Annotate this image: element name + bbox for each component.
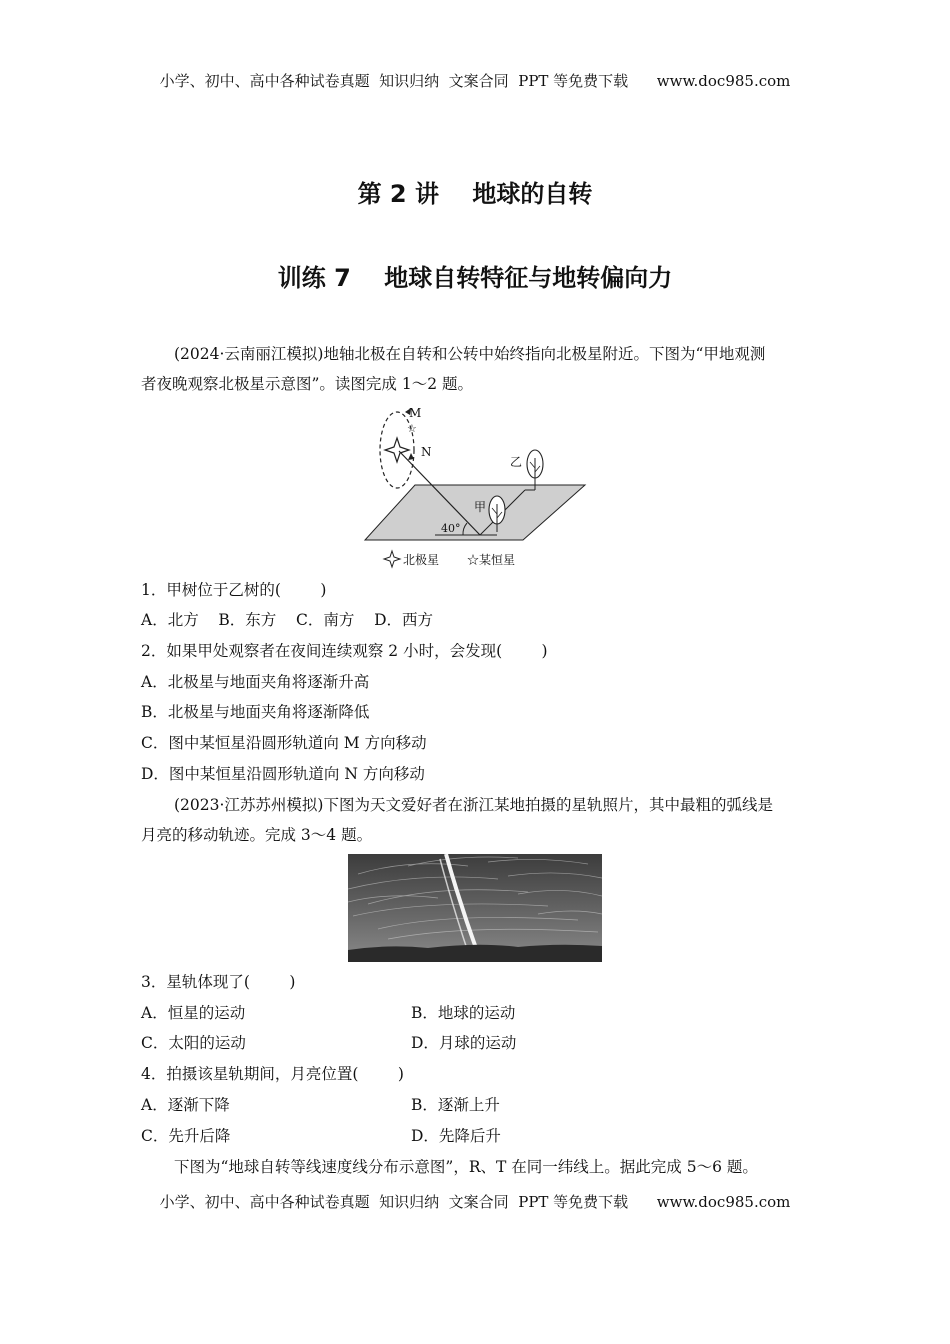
q3-stem: 3．星轨体现了( ) xyxy=(141,973,296,991)
q3-option-c: C．太阳的运动 xyxy=(141,1034,246,1052)
small-star-icon: ☆ xyxy=(407,422,417,435)
intro2-line1: (2023·江苏苏州模拟)下图为天文爱好者在浙江某地拍摄的星轨照片，其中最粗的弧线是 xyxy=(174,796,773,814)
tree-yi-icon xyxy=(527,450,543,490)
q3-option-b: B．地球的运动 xyxy=(411,1004,516,1022)
q3-option-d: D．月球的运动 xyxy=(411,1034,517,1052)
star-trail-photo xyxy=(348,854,602,962)
label-yi: 乙 xyxy=(510,455,523,469)
q4-option-d: D．先降后升 xyxy=(411,1127,501,1145)
q3-option-a: A．恒星的运动 xyxy=(141,1004,246,1022)
intro1-line1: (2024·云南丽江模拟)地轴北极在自转和公转中始终指向北极星附近。下图为“甲地观测 xyxy=(174,345,766,363)
page-header: 小学、初中、高中各种试卷真题 知识归纳 文案合同 PPT 等免费下载 www.doc985.com xyxy=(159,72,791,90)
horizon-silhouette xyxy=(348,945,602,962)
intro3: 下图为“地球自转等线速度线分布示意图”，R、T 在同一纬线上。据此完成 5～6 题。 xyxy=(174,1158,758,1176)
q2-option-c: C．图中某恒星沿圆形轨道向 M 方向移动 xyxy=(141,734,427,752)
q2-option-b: B．北极星与地面夹角将逐渐降低 xyxy=(141,703,370,721)
label-jia: 甲 xyxy=(474,500,487,514)
intro2-line2: 月亮的移动轨迹。完成 3～4 题。 xyxy=(141,826,373,844)
legend-polaris-icon xyxy=(384,551,400,567)
polaris-observation-figure xyxy=(345,398,600,570)
q2-option-d: D．图中某恒星沿圆形轨道向 N 方向移动 xyxy=(141,765,425,783)
legend-polaris: 北极星 xyxy=(403,553,440,567)
angle-label: 40° xyxy=(441,522,461,535)
legend-star: ☆某恒星 xyxy=(467,553,516,567)
q1-options: A．北方 B．东方 C．南方 D．西方 xyxy=(141,611,433,629)
training-title: 训练 7 地球自转特征与地转偏向力 xyxy=(277,264,673,292)
q1-stem: 1．甲树位于乙树的( ) xyxy=(141,581,327,599)
q2-option-a: A．北极星与地面夹角将逐渐升高 xyxy=(141,673,370,691)
lecture-title: 第 2 讲 地球的自转 xyxy=(357,180,593,208)
label-m: M xyxy=(409,406,422,420)
q4-option-c: C．先升后降 xyxy=(141,1127,231,1145)
q4-option-b: B．逐渐上升 xyxy=(411,1096,500,1114)
intro1-line2: 者夜晚观察北极星示意图”。读图完成 1～2 题。 xyxy=(141,375,474,393)
q4-stem: 4．拍摄该星轨期间，月亮位置( ) xyxy=(141,1065,404,1083)
orbit-arrow-n-icon xyxy=(408,453,414,460)
page-footer: 小学、初中、高中各种试卷真题 知识归纳 文案合同 PPT 等免费下载 www.doc985.com xyxy=(159,1193,791,1211)
q4-option-a: A．逐渐下降 xyxy=(141,1096,230,1114)
label-n: N xyxy=(421,445,432,459)
q2-stem: 2．如果甲处观察者在夜间连续观察 2 小时，会发现( ) xyxy=(141,642,548,660)
